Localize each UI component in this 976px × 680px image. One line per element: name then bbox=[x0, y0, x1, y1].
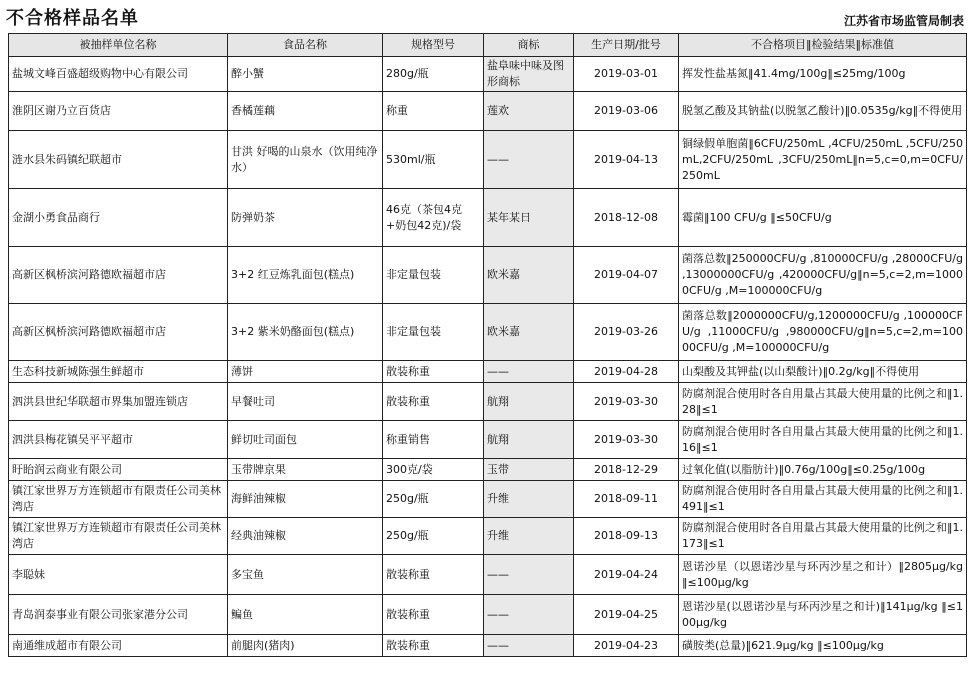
unqualified-samples-table bbox=[8, 33, 967, 657]
page-title: 不合格样品名单 bbox=[6, 8, 139, 29]
table-header-row bbox=[9, 34, 967, 57]
column-header-unit: 被抽样单位名称 bbox=[9, 34, 228, 57]
column-header-defect: 不合格项目‖检验结果‖标准值 bbox=[679, 34, 967, 57]
cell-unit: 南通维成超市有限公司 bbox=[9, 635, 228, 657]
cell-date: 2019-04-23 bbox=[574, 635, 679, 657]
column-header-brand: 商标 bbox=[484, 34, 574, 57]
table-row bbox=[9, 421, 967, 459]
cell-brand: 欧米嘉 bbox=[484, 304, 574, 361]
cell-brand: 欧米嘉 bbox=[484, 247, 574, 304]
cell-defect: 防腐剂混合使用时各自用量占其最大使用量的比例之和‖1.173‖≤1 bbox=[679, 518, 967, 555]
cell-defect: 山梨酸及其钾盐(以山梨酸计)‖0.2g/kg‖不得使用 bbox=[679, 361, 967, 383]
table-row bbox=[9, 383, 967, 421]
cell-unit: 盐城文峰百盛超级购物中心有限公司 bbox=[9, 57, 228, 92]
table-row bbox=[9, 459, 967, 481]
cell-unit: 李聪妹 bbox=[9, 555, 228, 595]
table-row bbox=[9, 304, 967, 361]
table-row bbox=[9, 361, 967, 383]
cell-date: 2019-04-13 bbox=[574, 131, 679, 189]
cell-date: 2019-04-07 bbox=[574, 247, 679, 304]
cell-brand: 升维 bbox=[484, 518, 574, 555]
table-row bbox=[9, 481, 967, 518]
cell-spec: 530ml/瓶 bbox=[383, 131, 484, 189]
cell-date: 2019-03-26 bbox=[574, 304, 679, 361]
cell-food: 海鲜油辣椒 bbox=[228, 481, 383, 518]
cell-defect: 防腐剂混合使用时各自用量占其最大使用量的比例之和‖1.28‖≤1 bbox=[679, 383, 967, 421]
cell-unit: 高新区枫桥滨河路德欧福超市店 bbox=[9, 304, 228, 361]
cell-date: 2018-09-13 bbox=[574, 518, 679, 555]
cell-date: 2019-03-30 bbox=[574, 383, 679, 421]
cell-date: 2018-12-29 bbox=[574, 459, 679, 481]
cell-spec: 称重 bbox=[383, 92, 484, 131]
cell-food: 薄饼 bbox=[228, 361, 383, 383]
cell-food: 经典油辣椒 bbox=[228, 518, 383, 555]
cell-food: 前腿肉(猪肉) bbox=[228, 635, 383, 657]
cell-brand: —— bbox=[484, 555, 574, 595]
cell-brand: 航翔 bbox=[484, 421, 574, 459]
cell-defect: 恩诺沙星(以恩诺沙星与环丙沙星之和计)‖141μg/kg ‖≤100μg/kg bbox=[679, 595, 967, 635]
cell-brand: —— bbox=[484, 635, 574, 657]
table-row bbox=[9, 57, 967, 92]
publisher-label: 江苏省市场监管局制表 bbox=[843, 14, 964, 28]
cell-defect: 过氧化值(以脂肪计)‖0.76g/100g‖≤0.25g/100g bbox=[679, 459, 967, 481]
table-row bbox=[9, 247, 967, 304]
cell-brand: —— bbox=[484, 131, 574, 189]
cell-food: 鲜切吐司面包 bbox=[228, 421, 383, 459]
cell-defect: 恩诺沙星（以恩诺沙星与环丙沙星之和计）‖2805μg/kg ‖≤100μg/kg bbox=[679, 555, 967, 595]
cell-defect: 防腐剂混合使用时各自用量占其最大使用量的比例之和‖1.16‖≤1 bbox=[679, 421, 967, 459]
table-row bbox=[9, 595, 967, 635]
cell-spec: 散装称重 bbox=[383, 555, 484, 595]
cell-brand: 玉带 bbox=[484, 459, 574, 481]
table-row bbox=[9, 518, 967, 555]
cell-spec: 46克（茶包4克+奶包42克)/袋 bbox=[383, 189, 484, 247]
cell-spec: 250g/瓶 bbox=[383, 518, 484, 555]
cell-food: 醉小蟹 bbox=[228, 57, 383, 92]
cell-defect: 磺胺类(总量)‖621.9μg/kg ‖≤100μg/kg bbox=[679, 635, 967, 657]
cell-food: 多宝鱼 bbox=[228, 555, 383, 595]
cell-unit: 镇江家世界万方连锁超市有限责任公司美林湾店 bbox=[9, 518, 228, 555]
cell-food: 鳊鱼 bbox=[228, 595, 383, 635]
cell-food: 防弹奶茶 bbox=[228, 189, 383, 247]
cell-defect: 挥发性盐基氮‖41.4mg/100g‖≤25mg/100g bbox=[679, 57, 967, 92]
table-row bbox=[9, 131, 967, 189]
cell-brand: 升维 bbox=[484, 481, 574, 518]
cell-unit: 高新区枫桥滨河路德欧福超市店 bbox=[9, 247, 228, 304]
cell-brand: 盐阜味中味及图形商标 bbox=[484, 57, 574, 92]
cell-spec: 250g/瓶 bbox=[383, 481, 484, 518]
cell-defect: 防腐剂混合使用时各自用量占其最大使用量的比例之和‖1.491‖≤1 bbox=[679, 481, 967, 518]
cell-spec: 称重销售 bbox=[383, 421, 484, 459]
cell-date: 2019-04-28 bbox=[574, 361, 679, 383]
cell-date: 2019-03-06 bbox=[574, 92, 679, 131]
cell-unit: 泗洪县梅花镇吴平平超市 bbox=[9, 421, 228, 459]
cell-date: 2019-03-01 bbox=[574, 57, 679, 92]
table-row bbox=[9, 635, 967, 657]
cell-unit: 泗洪县世纪华联超市界集加盟连锁店 bbox=[9, 383, 228, 421]
cell-food: 3+2 紫米奶酪面包(糕点) bbox=[228, 304, 383, 361]
table-row bbox=[9, 189, 967, 247]
cell-date: 2019-04-24 bbox=[574, 555, 679, 595]
cell-defect: 铜绿假单胞菌‖6CFU/250mL ,4CFU/250mL ,5CFU/250mL,2CFU/250mL ,3CFU/250mL‖n=5,c=0,m=0CFU/250mL bbox=[679, 131, 967, 189]
cell-unit: 金湖小勇食品商行 bbox=[9, 189, 228, 247]
cell-date: 2018-09-11 bbox=[574, 481, 679, 518]
cell-defect: 霉菌‖100 CFU/g ‖≤50CFU/g bbox=[679, 189, 967, 247]
cell-spec: 散装称重 bbox=[383, 361, 484, 383]
cell-brand: 航翔 bbox=[484, 383, 574, 421]
cell-brand: —— bbox=[484, 595, 574, 635]
cell-food: 玉带牌京果 bbox=[228, 459, 383, 481]
cell-food: 香橘莲藕 bbox=[228, 92, 383, 131]
cell-defect: 菌落总数‖2000000CFU/g,1200000CFU/g ,100000CFU/g ,11000CFU/g ,980000CFU/g‖n=5,c=2,m=10000CFU/g ,M=100000CFU/g bbox=[679, 304, 967, 361]
cell-spec: 散装称重 bbox=[383, 383, 484, 421]
cell-unit: 涟水县朱码镇纪联超市 bbox=[9, 131, 228, 189]
cell-unit: 生态科技新城陈强生鲜超市 bbox=[9, 361, 228, 383]
cell-brand: 某年某日 bbox=[484, 189, 574, 247]
cell-unit: 青岛润泰事业有限公司张家港分公司 bbox=[9, 595, 228, 635]
column-header-date: 生产日期/批号 bbox=[574, 34, 679, 57]
cell-spec: 300克/袋 bbox=[383, 459, 484, 481]
cell-spec: 散装称重 bbox=[383, 635, 484, 657]
cell-spec: 280g/瓶 bbox=[383, 57, 484, 92]
cell-date: 2019-03-30 bbox=[574, 421, 679, 459]
table-row bbox=[9, 92, 967, 131]
cell-unit: 镇江家世界万方连锁超市有限责任公司美林湾店 bbox=[9, 481, 228, 518]
cell-brand: —— bbox=[484, 361, 574, 383]
cell-food: 甘洪 好喝的山泉水（饮用纯净水） bbox=[228, 131, 383, 189]
cell-food: 3+2 红豆炼乳面包(糕点) bbox=[228, 247, 383, 304]
cell-unit: 盱眙润云商业有限公司 bbox=[9, 459, 228, 481]
cell-date: 2019-04-25 bbox=[574, 595, 679, 635]
column-header-spec: 规格型号 bbox=[383, 34, 484, 57]
column-header-food: 食品名称 bbox=[228, 34, 383, 57]
cell-defect: 脱氢乙酸及其钠盐(以脱氢乙酸计)‖0.0535g/kg‖不得使用 bbox=[679, 92, 967, 131]
cell-food: 早餐吐司 bbox=[228, 383, 383, 421]
table-row bbox=[9, 555, 967, 595]
cell-spec: 非定量包装 bbox=[383, 247, 484, 304]
cell-brand: 莲欢 bbox=[484, 92, 574, 131]
cell-date: 2018-12-08 bbox=[574, 189, 679, 247]
cell-spec: 非定量包装 bbox=[383, 304, 484, 361]
cell-defect: 菌落总数‖250000CFU/g ,810000CFU/g ,28000CFU/g ,13000000CFU/g ,420000CFU/g‖n=5,c=2,m=10000CFU/g ,M=100000CFU/g bbox=[679, 247, 967, 304]
cell-unit: 淮阴区谢乃立百货店 bbox=[9, 92, 228, 131]
cell-spec: 散装称重 bbox=[383, 595, 484, 635]
